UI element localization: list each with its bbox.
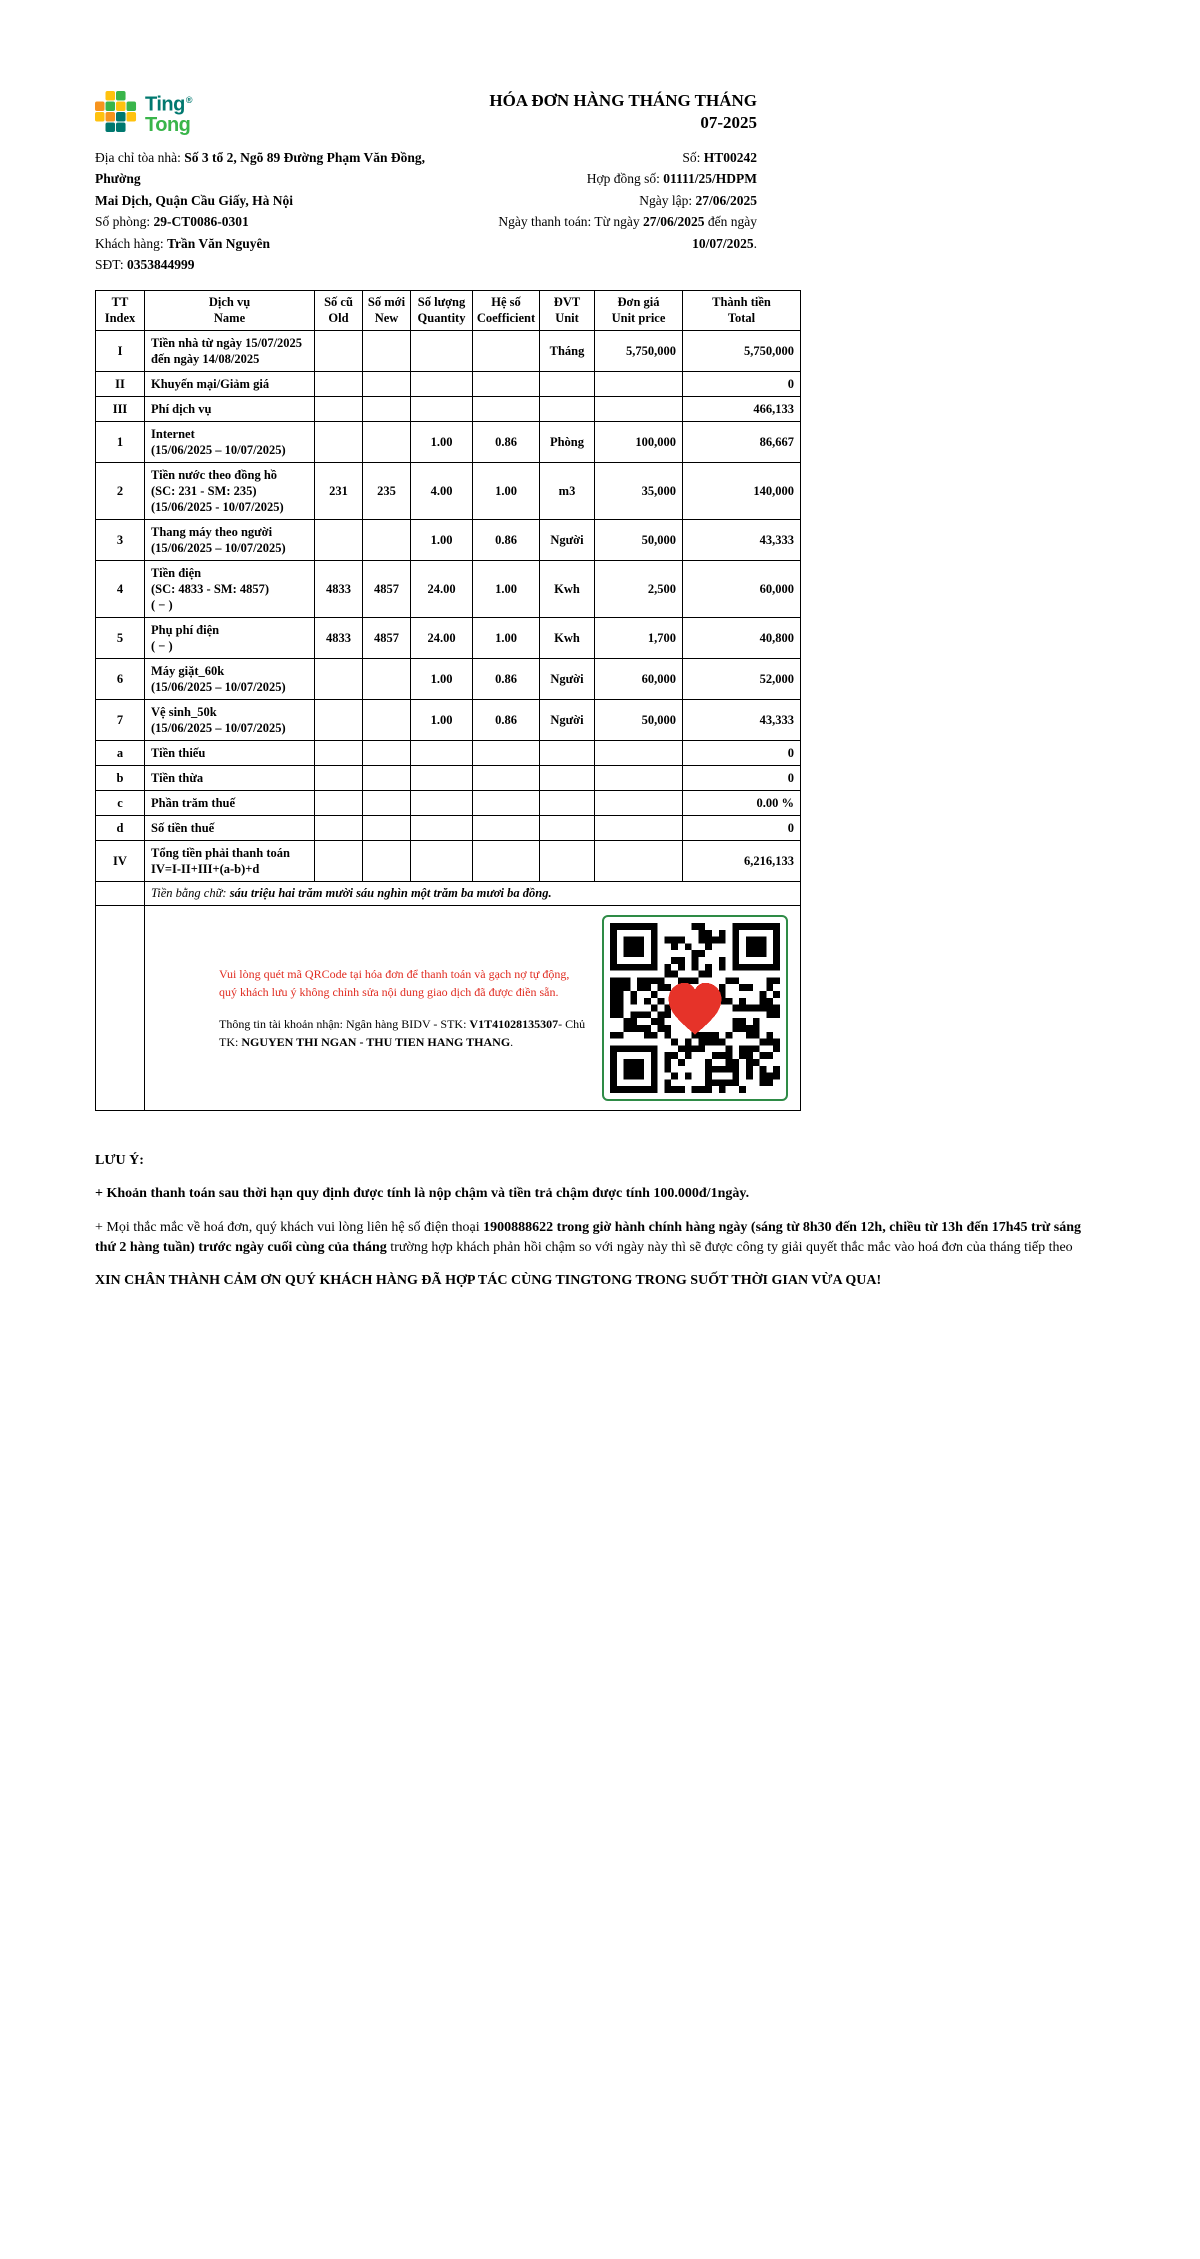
- cell-old: [315, 397, 363, 422]
- cell-new: [363, 397, 411, 422]
- cell-index: b: [96, 766, 145, 791]
- cell-service-name: [145, 841, 315, 882]
- cell-total: 5,750,000: [683, 331, 801, 372]
- table-row: [96, 700, 801, 741]
- service-line: Tổng tiền phải thanh toán: [151, 846, 290, 861]
- service-line: Vệ sinh_50k: [151, 705, 217, 720]
- cell-index: 3: [96, 520, 145, 561]
- cell-unit-price: [595, 766, 683, 791]
- cell-unit: Kwh: [540, 618, 595, 659]
- col-header-old: Số cũ Old: [315, 290, 363, 330]
- cell-unit: Phòng: [540, 422, 595, 463]
- cell-total: 0.00 %: [683, 791, 801, 816]
- cell-service-name: [145, 372, 315, 397]
- cell-old: [315, 659, 363, 700]
- tingtong-logo: [95, 90, 192, 135]
- invoice-table-body: [96, 331, 801, 882]
- customer-info: [95, 147, 450, 276]
- cell-coefficient: [473, 397, 540, 422]
- invoice-table: [95, 290, 801, 1111]
- cell-coefficient: 1.00: [473, 561, 540, 618]
- building-address-line-1: Địa chỉ tòa nhà: Số 3 tổ 2, Ngõ 89 Đường Phạm Văn Đồng, Phường: [95, 149, 425, 187]
- cell-coefficient: [473, 741, 540, 766]
- cell-quantity: 24.00: [411, 561, 473, 618]
- cell-unit-price: [595, 816, 683, 841]
- cell-total: 40,800: [683, 618, 801, 659]
- cell-quantity: [411, 791, 473, 816]
- table-row: [96, 561, 801, 618]
- service-line: Tiền điện: [151, 566, 202, 581]
- col-header-unit-price: Đơn giá Unit price: [595, 290, 683, 330]
- cell-index: c: [96, 791, 145, 816]
- cell-total: 466,133: [683, 397, 801, 422]
- cell-unit-price: 50,000: [595, 520, 683, 561]
- service-line: Phần trăm thuế: [151, 796, 236, 811]
- cell-unit-price: 35,000: [595, 463, 683, 520]
- issue-date: Ngày lập: 27/06/2025: [639, 192, 757, 208]
- cell-total: 43,333: [683, 520, 801, 561]
- cell-quantity: 1.00: [411, 520, 473, 561]
- cell-total: 6,216,133: [683, 841, 801, 882]
- table-row: [96, 397, 801, 422]
- service-line: Khuyến mại/Giảm giá: [151, 377, 270, 392]
- service-line: (15/06/2025 – 10/07/2025): [151, 680, 286, 695]
- service-line: ( − ): [151, 639, 173, 654]
- table-row: [96, 463, 801, 520]
- qr-code: [602, 915, 788, 1101]
- cell-new: [363, 331, 411, 372]
- table-row: [96, 372, 801, 397]
- table-row: [96, 841, 801, 882]
- table-row: [96, 741, 801, 766]
- cell-service-name: [145, 766, 315, 791]
- cell-new: [363, 841, 411, 882]
- cell-total: 60,000: [683, 561, 801, 618]
- cell-service-name: [145, 816, 315, 841]
- cell-new: [363, 766, 411, 791]
- cell-service-name: [145, 741, 315, 766]
- cell-coefficient: [473, 331, 540, 372]
- cell-index: 5: [96, 618, 145, 659]
- table-row: [96, 659, 801, 700]
- table-row: [96, 422, 801, 463]
- table-row: [96, 331, 801, 372]
- col-header-quantity: Số lượng Quantity: [411, 290, 473, 330]
- amount-in-words-row: [96, 882, 801, 906]
- col-header-total: Thành tiền Total: [683, 290, 801, 330]
- qr-row: [96, 906, 801, 1111]
- cell-new: [363, 422, 411, 463]
- cell-new: [363, 700, 411, 741]
- tingtong-logo-icon: [95, 91, 137, 133]
- cell-service-name: [145, 618, 315, 659]
- qr-section: [151, 910, 794, 1106]
- cell-new: 235: [363, 463, 411, 520]
- cell-total: 43,333: [683, 700, 801, 741]
- cell-old: 4833: [315, 561, 363, 618]
- cell-unit: [540, 841, 595, 882]
- logo-line-tong: Tong: [145, 113, 191, 136]
- cell-quantity: [411, 331, 473, 372]
- cell-old: 231: [315, 463, 363, 520]
- table-row: [96, 816, 801, 841]
- cell-index: 6: [96, 659, 145, 700]
- cell-service-name: [145, 659, 315, 700]
- cell-total: 0: [683, 766, 801, 791]
- cell-index: 7: [96, 700, 145, 741]
- invoice-title: HÓA ĐƠN HÀNG THÁNG THÁNG 07-2025: [489, 91, 757, 133]
- col-header-coefficient: Hệ số Coefficient: [473, 290, 540, 330]
- cell-old: [315, 816, 363, 841]
- cell-index: I: [96, 331, 145, 372]
- cell-unit-price: 2,500: [595, 561, 683, 618]
- room-number: Số phòng: 29-CT0086-0301: [95, 214, 249, 230]
- cell-index: IV: [96, 841, 145, 882]
- cell-total: 86,667: [683, 422, 801, 463]
- cell-total: 52,000: [683, 659, 801, 700]
- cell-index: III: [96, 397, 145, 422]
- cell-service-name: [145, 791, 315, 816]
- service-line: Tiền thừa: [151, 771, 204, 786]
- cell-coefficient: 1.00: [473, 463, 540, 520]
- building-address-line-2: Mai Dịch, Quận Cầu Giấy, Hà Nội: [95, 192, 294, 208]
- cell-coefficient: [473, 372, 540, 397]
- cell-new: [363, 520, 411, 561]
- thank-you-note: XIN CHÂN THÀNH CẢM ƠN QUÝ KHÁCH HÀNG ĐÃ HỢP TÁC CÙNG TINGTONG TRONG SUỐT THỜI GIAN VỪA QUA!: [95, 1273, 882, 1289]
- cell-quantity: 1.00: [411, 659, 473, 700]
- table-row: [96, 766, 801, 791]
- service-line: (SC: 231 - SM: 235): [151, 484, 257, 499]
- service-line: Số tiền thuế: [151, 821, 215, 836]
- cell-old: [315, 422, 363, 463]
- empty-index-cell: [96, 906, 145, 1111]
- cell-unit-price: [595, 741, 683, 766]
- service-line: (15/06/2025 – 10/07/2025): [151, 541, 286, 556]
- cell-old: [315, 331, 363, 372]
- cell-unit: Kwh: [540, 561, 595, 618]
- cell-quantity: [411, 741, 473, 766]
- empty-index-cell: [96, 882, 145, 906]
- service-line: Tiền nhà từ ngày 15/07/2025: [151, 336, 303, 351]
- invoice-info: [95, 147, 757, 276]
- cell-quantity: [411, 816, 473, 841]
- cell-unit-price: [595, 791, 683, 816]
- cell-coefficient: [473, 791, 540, 816]
- cell-coefficient: 0.86: [473, 520, 540, 561]
- cell-service-name: [145, 331, 315, 372]
- cell-coefficient: 1.00: [473, 618, 540, 659]
- payment-period: Ngày thanh toán: Từ ngày 27/06/2025 đến ngày 10/07/2025.: [498, 214, 757, 251]
- cell-service-name: [145, 561, 315, 618]
- cell-coefficient: [473, 841, 540, 882]
- cell-index: II: [96, 372, 145, 397]
- service-line: (15/06/2025 – 10/07/2025): [151, 721, 286, 736]
- contract-number: Hợp đồng số: 01111/25/HDPM: [586, 171, 757, 187]
- header: [95, 90, 757, 135]
- cell-quantity: [411, 397, 473, 422]
- cell-old: [315, 741, 363, 766]
- cell-quantity: 24.00: [411, 618, 473, 659]
- logo-line-ting: Ting®: [145, 93, 192, 116]
- cell-old: [315, 372, 363, 397]
- cell-unit: m3: [540, 463, 595, 520]
- cell-unit: [540, 372, 595, 397]
- cell-unit: [540, 791, 595, 816]
- cell-unit: [540, 766, 595, 791]
- cell-index: 4: [96, 561, 145, 618]
- cell-old: [315, 700, 363, 741]
- cell-quantity: [411, 766, 473, 791]
- service-line: Tiền thiếu: [151, 746, 206, 761]
- service-line: (SC: 4833 - SM: 4857): [151, 582, 270, 597]
- table-row: [96, 520, 801, 561]
- notes-section: [95, 1151, 1105, 1291]
- qr-texts: [219, 965, 589, 1051]
- service-line: IV=I-II+III+(a-b)+d: [151, 862, 260, 877]
- col-header-index: TT Index: [96, 290, 145, 330]
- cell-old: [315, 841, 363, 882]
- service-line: Internet: [151, 427, 195, 442]
- cell-service-name: [145, 463, 315, 520]
- cell-new: [363, 659, 411, 700]
- service-line: Phí dịch vụ: [151, 402, 212, 417]
- service-line: Thang máy theo người: [151, 525, 273, 540]
- cell-service-name: [145, 422, 315, 463]
- tingtong-logo-text: [145, 90, 192, 135]
- cell-new: 4857: [363, 618, 411, 659]
- cell-new: [363, 741, 411, 766]
- table-row: [96, 791, 801, 816]
- cell-coefficient: 0.86: [473, 422, 540, 463]
- cell-unit-price: 50,000: [595, 700, 683, 741]
- cell-unit: [540, 741, 595, 766]
- cell-unit: [540, 816, 595, 841]
- cell-index: a: [96, 741, 145, 766]
- col-header-service: Dịch vụ Name: [145, 290, 315, 330]
- cell-old: [315, 766, 363, 791]
- service-line: (15/06/2025 - 10/07/2025): [151, 500, 284, 515]
- late-payment-note: + Khoản thanh toán sau thời hạn quy định được tính là nộp chậm và tiền trả chậm được tính 100.000đ/1ngày.: [95, 1186, 750, 1202]
- invoice-table-extra: [96, 882, 801, 1111]
- cell-unit-price: [595, 841, 683, 882]
- cell-total: 0: [683, 741, 801, 766]
- service-line: Tiền nước theo đồng hồ: [151, 468, 278, 483]
- cell-new: [363, 816, 411, 841]
- cell-index: 2: [96, 463, 145, 520]
- table-row: [96, 618, 801, 659]
- registered-mark: ®: [185, 95, 192, 105]
- service-line: đến ngày 14/08/2025: [151, 352, 260, 367]
- cell-index: 1: [96, 422, 145, 463]
- cell-old: [315, 520, 363, 561]
- contact-note: + Mọi thắc mắc về hoá đơn, quý khách vui lòng liên hệ số điện thoại 1900888622 trong giờ hành chính hàng ngày (sáng từ 8h30 đến 12h, chiều từ 13h đến 17h45 trừ sáng thứ 2 hàng tuần) trước ngày cuối cùng của tháng trường hợp khách phản hồi chậm so với ngày này thì sẽ được công ty giải quyết thắc mắc vào hoá đơn của tháng tiếp theo: [95, 1219, 1082, 1256]
- qr-instruction-text: Vui lòng quét mã QRCode tại hóa đơn để thanh toán và gạch nợ tự động, quý khách lưu ý không chỉnh sửa nội dung giao dịch đã được điền sẵn.: [219, 967, 570, 1000]
- bank-account-info: Thông tin tài khoản nhận: Ngân hàng BIDV - STK: V1T41028135307- Chủ TK: NGUYEN THI NGAN - THU TIEN HANG THANG.: [219, 1017, 586, 1050]
- cell-unit: Người: [540, 520, 595, 561]
- col-header-unit: ĐVT Unit: [540, 290, 595, 330]
- cell-new: [363, 791, 411, 816]
- cell-coefficient: [473, 766, 540, 791]
- cell-coefficient: [473, 816, 540, 841]
- cell-unit-price: 100,000: [595, 422, 683, 463]
- cell-total: 0: [683, 372, 801, 397]
- invoice-meta: [450, 147, 757, 276]
- cell-old: [315, 791, 363, 816]
- cell-unit-price: [595, 372, 683, 397]
- cell-coefficient: 0.86: [473, 659, 540, 700]
- cell-unit-price: 1,700: [595, 618, 683, 659]
- cell-old: 4833: [315, 618, 363, 659]
- col-header-new: Số mới New: [363, 290, 411, 330]
- service-line: Máy giặt_60k: [151, 664, 225, 679]
- cell-unit-price: [595, 397, 683, 422]
- cell-service-name: [145, 520, 315, 561]
- cell-service-name: [145, 397, 315, 422]
- qr-code-image: [610, 923, 780, 1093]
- cell-quantity: [411, 841, 473, 882]
- cell-new: 4857: [363, 561, 411, 618]
- qr-section-cell: [145, 906, 801, 1111]
- cell-total: 140,000: [683, 463, 801, 520]
- cell-service-name: [145, 700, 315, 741]
- cell-total: 0: [683, 816, 801, 841]
- customer-phone: SĐT: 0353844999: [95, 257, 195, 273]
- cell-unit: Người: [540, 659, 595, 700]
- invoice-number: Số: HT00242: [682, 149, 757, 165]
- service-line: ( − ): [151, 598, 173, 613]
- notes-title: LƯU Ý:: [95, 1153, 144, 1169]
- cell-unit: Tháng: [540, 331, 595, 372]
- cell-unit-price: 5,750,000: [595, 331, 683, 372]
- service-line: (15/06/2025 – 10/07/2025): [151, 443, 286, 458]
- amount-in-words: Tiền bằng chữ: sáu triệu hai trăm mười sáu nghìn một trăm ba mươi ba đồng.: [145, 882, 801, 906]
- cell-new: [363, 372, 411, 397]
- cell-quantity: 4.00: [411, 463, 473, 520]
- cell-index: d: [96, 816, 145, 841]
- cell-quantity: [411, 372, 473, 397]
- cell-unit: Người: [540, 700, 595, 741]
- cell-quantity: 1.00: [411, 422, 473, 463]
- cell-unit: [540, 397, 595, 422]
- customer-name: Khách hàng: Trần Văn Nguyên: [95, 235, 271, 251]
- cell-unit-price: 60,000: [595, 659, 683, 700]
- cell-coefficient: 0.86: [473, 700, 540, 741]
- table-header: [96, 290, 801, 330]
- service-line: Phụ phí điện: [151, 623, 220, 638]
- cell-quantity: 1.00: [411, 700, 473, 741]
